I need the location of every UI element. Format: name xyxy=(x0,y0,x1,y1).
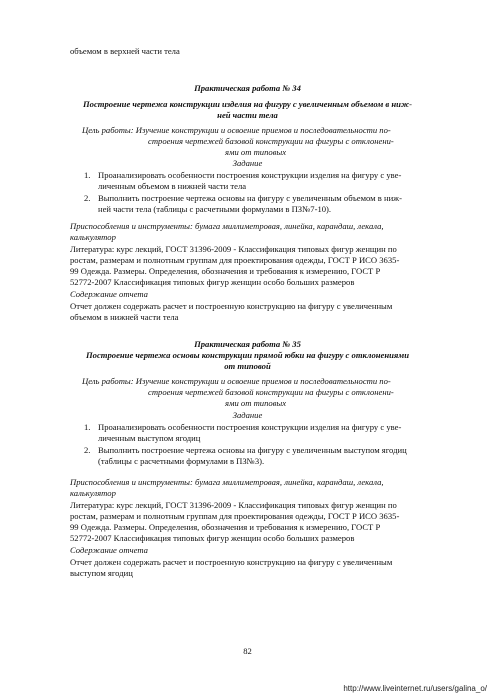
work34-lit-line3: 99 Одежда. Размеры. Определения, обозначения и требования к измерению, ГОСТ Р xyxy=(70,266,381,276)
work35-lit-line1: Литература: курс лекций, ГОСТ 31396-2009 - Классификация типовых фигур женщин по xyxy=(70,500,397,510)
work35-lit-line3: 99 Одежда. Размеры. Определения, обозначения и требования к измерению, ГОСТ Р xyxy=(70,522,381,532)
work34-task2-line2: ней части тела (таблицы с расчетными формулами в ПЗ№7-10). xyxy=(98,204,332,214)
work35-goal-line1: Цель работы: Изучение конструкции и освоение приемов и последовательности по- xyxy=(82,376,391,386)
work34-title: Практическая работа № 34 xyxy=(194,83,301,93)
work35-lit-line2: ростам, размерам и полнотным группам для проектирования одежды, ГОСТ Р ИСО 3635- xyxy=(70,511,400,521)
work35-heading-line1: Построение чертежа основы конструкции прямой юбки на фигуру с отклонениями xyxy=(86,350,409,360)
work34-task2 xyxy=(84,193,402,204)
work35-tools-line2: калькулятор xyxy=(70,488,116,498)
work34-tools-line2: калькулятор xyxy=(70,232,116,242)
work35-title: Практическая работа № 35 xyxy=(194,339,301,349)
task-number: 2. xyxy=(84,445,91,455)
work35-task1 xyxy=(84,422,401,433)
task-number: 1. xyxy=(84,422,91,432)
task-text: Проанализировать особенности построения конструкции изделия на фигуру с уве- xyxy=(98,170,402,180)
work35-goal-line3: ями от типовых xyxy=(225,398,287,408)
work35-lit-line4: 52772-2007 Классификация типовых фигур женщин особо больших размеров xyxy=(70,533,355,543)
footer-url[interactable]: http://www.liveinternet.ru/users/galina_o/ xyxy=(343,684,487,693)
top-line: объемом в верхней части тела xyxy=(70,46,180,56)
task-number: 2. xyxy=(84,193,91,203)
page-number: 82 xyxy=(243,646,252,656)
work35-report-line2: выступом ягодиц xyxy=(70,568,133,578)
work34-heading-line2: ней части тела xyxy=(217,110,278,120)
work34-report-line1: Отчет должен содержать расчет и построенную конструкцию на фигуру с увеличенным xyxy=(70,301,393,311)
work35-heading-line2: от типовой xyxy=(224,361,271,371)
work34-lit-line1: Литература: курс лекций, ГОСТ 31396-2009 - Классификация типовых фигур женщин по xyxy=(70,244,397,254)
task-text: Проанализировать особенности построения конструкции изделия на фигуру с уве- xyxy=(98,422,402,432)
work35-task2-line2: (таблицы с расчетными формулами в ПЗ№3). xyxy=(98,456,265,466)
work35-tools-line1: Приспособления и инструменты: бумага миллиметровая, линейка, карандаш, лекала, xyxy=(70,477,384,487)
work34-lit-line4: 52772-2007 Классификация типовых фигур женщин особо больших размеров xyxy=(70,277,355,287)
work34-task1-line2: личенным объемом в нижней части тела xyxy=(98,181,247,191)
work34-report-label: Содержание отчета xyxy=(70,289,148,299)
work34-task1 xyxy=(84,170,401,181)
work34-task-label: Задание xyxy=(232,158,263,168)
task-number: 1. xyxy=(84,170,91,180)
work35-task-label: Задание xyxy=(232,410,263,420)
work35-report-line1: Отчет должен содержать расчет и построенную конструкцию на фигуру с увеличенным xyxy=(70,557,393,567)
work35-goal-line2: строения чертежей базовой конструкции на фигуры с отклонени- xyxy=(148,387,394,397)
task-text: Выполнить построение чертежа основы на фигуру с увеличенным объемом в ниж- xyxy=(98,193,402,203)
work34-tools-line1: Приспособления и инструменты: бумага миллиметровая, линейка, карандаш, лекала, xyxy=(70,221,384,231)
task-text: Выполнить построение чертежа основы на фигуру с увеличенным выступом ягодиц xyxy=(98,445,407,455)
work35-report-label: Содержание отчета xyxy=(70,545,148,555)
work34-goal-line2: строения чертежей базовой конструкции на фигуры с отклонени- xyxy=(148,136,394,146)
work34-lit-line2: ростам, размерам и полнотным группам для проектирования одежды, ГОСТ Р ИСО 3635- xyxy=(70,255,400,265)
work34-report-line2: объемом в нижней части тела xyxy=(70,312,179,322)
work34-goal-line3: ями от типовых xyxy=(225,147,287,157)
work34-goal-line1: Цель работы: Изучение конструкции и освоение приемов и последовательности по- xyxy=(82,125,391,135)
work35-task1-line2: личенным выступом ягодиц xyxy=(98,433,201,443)
work35-task2 xyxy=(84,445,407,456)
work34-heading-line1: Построение чертежа конструкции изделия на фигуру с увеличенным объемом в ниж- xyxy=(83,99,412,109)
